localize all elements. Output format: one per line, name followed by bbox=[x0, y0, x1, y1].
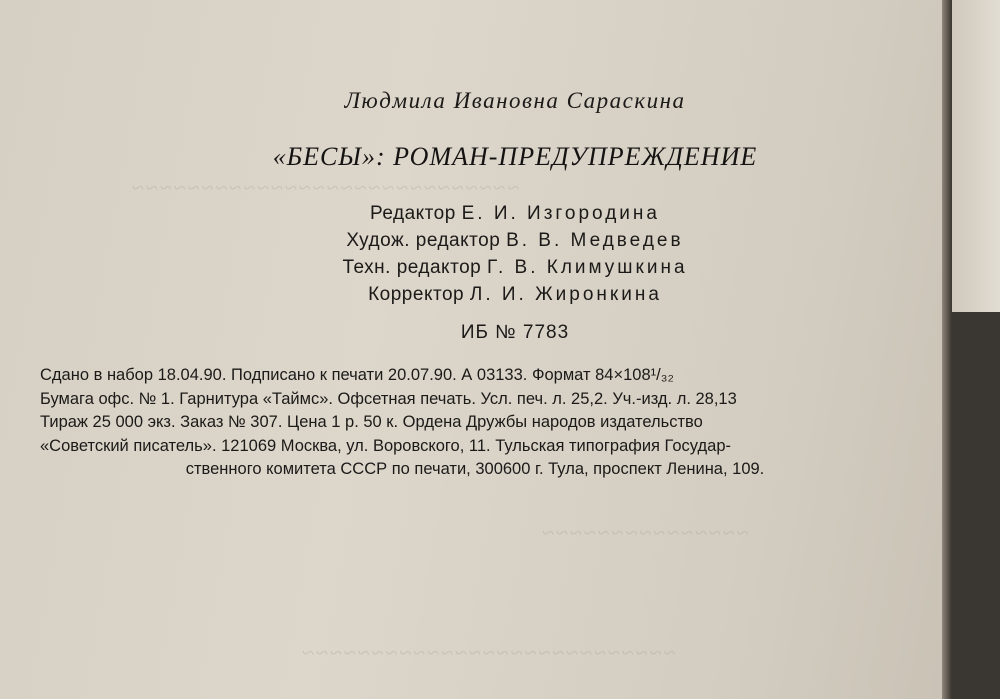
bleed-through-text: ~~~~~~~~~~~~~~~ bbox=[540, 520, 749, 545]
credits-block bbox=[0, 200, 942, 308]
imprint-line: Тираж 25 000 экз. Заказ № 307. Цена 1 р. 50 к. Ордена Дружбы народов издательство bbox=[40, 413, 703, 431]
credit-art-editor bbox=[0, 227, 942, 254]
imprint-line: «Советский писатель». 121069 Москва, ул. Воровского, 11. Тульская типография Государ- bbox=[40, 436, 731, 455]
book-title: «БЕСЫ»: РОМАН-ПРЕДУПРЕЖДЕНИЕ bbox=[272, 142, 758, 171]
facing-page-edge bbox=[952, 0, 1000, 312]
credit-role: Редактор bbox=[370, 203, 456, 224]
book-gutter bbox=[942, 0, 952, 699]
credit-editor bbox=[0, 200, 942, 227]
ib-number: ИБ № 7783 bbox=[460, 322, 570, 343]
imprint-line: Сдано в набор 18.04.90. Подписано к печати 20.07.90. А 03133. Формат 84×108¹/₃₂ bbox=[40, 366, 674, 384]
credit-person: Г. В. Климушкина bbox=[487, 257, 688, 278]
credit-tech-editor bbox=[0, 254, 942, 281]
credit-role: Корректор bbox=[368, 284, 465, 305]
credit-person: Л. И. Жиронкина bbox=[469, 284, 662, 305]
credit-role: Техн. редактор bbox=[342, 257, 482, 278]
author-name: Людмила Ивановна Сараскина bbox=[344, 88, 686, 113]
imprint-line: Бумага офс. № 1. Гарнитура «Таймс». Офсетная печать. Усл. печ. л. 25,2. Уч.-изд. л. 28,13 bbox=[40, 389, 737, 408]
imprint-block bbox=[40, 364, 940, 482]
facing-page-shadow bbox=[952, 312, 1000, 699]
imprint-line: ственного комитета СССР по печати, 300600 г. Тула, проспект Ленина, 109. bbox=[185, 460, 765, 478]
bleed-through-text: ~~~~~~~~~~~~~~~~~~~~~~~~~~~~ bbox=[130, 175, 520, 200]
credit-proofreader bbox=[0, 281, 942, 308]
credit-role: Худож. редактор bbox=[346, 230, 501, 251]
bleed-through-text: ~~~~~~~~~~~~~~~~~~~~~~~~~~~ bbox=[300, 640, 676, 665]
credit-person: Е. И. Изгородина bbox=[461, 203, 660, 224]
credit-person: В. В. Медведев bbox=[506, 230, 684, 251]
